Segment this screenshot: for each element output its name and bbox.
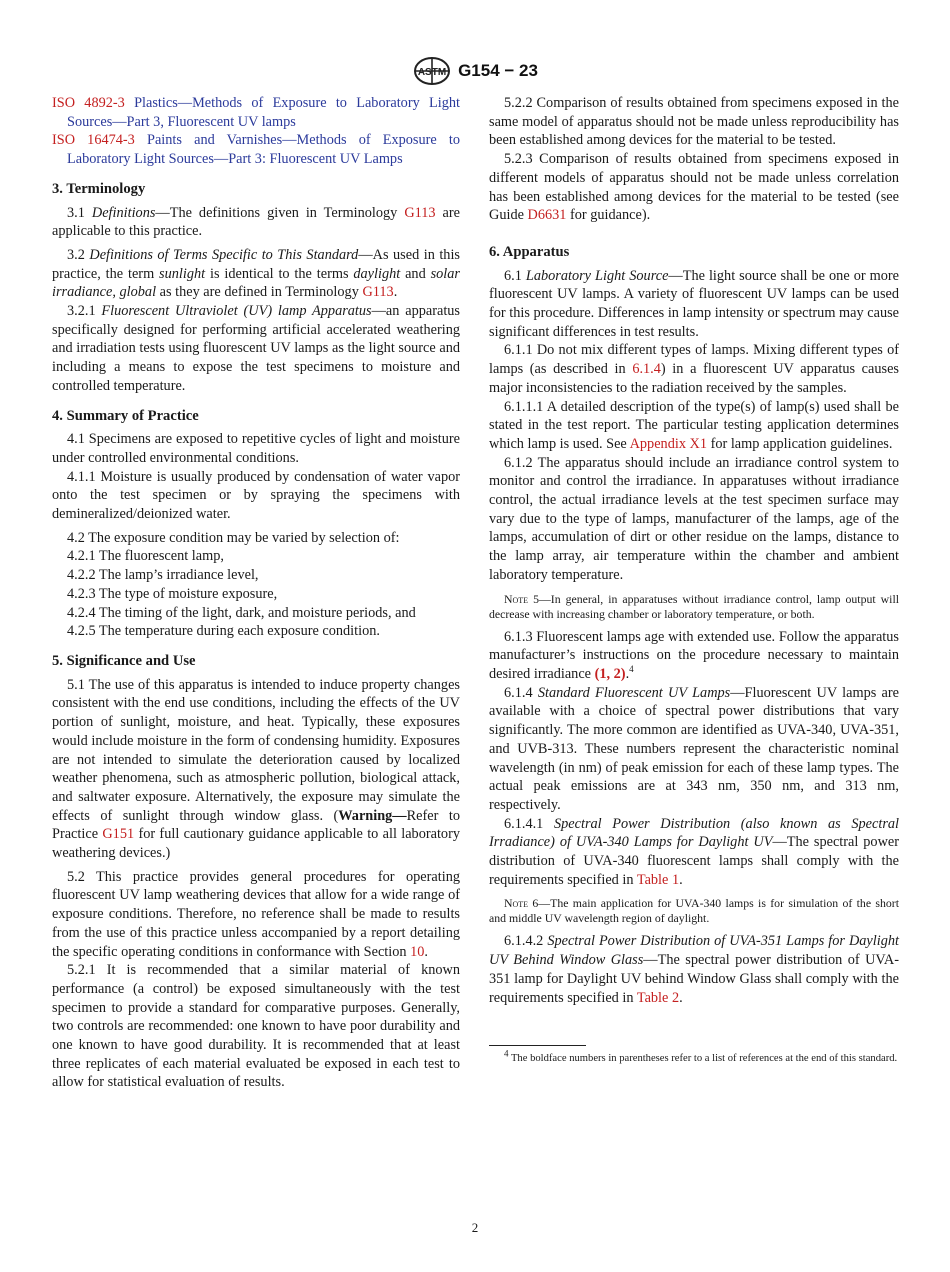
paragraph-6-1-4: 6.1.4 Standard Fluorescent UV Lamps—Fluorescent UV lamps are available with a choice of spectral power distributions that vary significantly. The more common are identified as UVA-340, UVA-351, and UVB-313. These numbers represent the characteristic nominal wavelength (in nm) of peak emission for each of these lamp types. The actual peak emissions are at 343 nm, 350 nm, and 313 nm, respectively. [489, 684, 900, 813]
paragraph-6-1-3: 6.1.3 Fluorescent lamps age with extended use. Follow the apparatus manufacturer’s instructions on the procedure necessary to maintain desired irradiance (1, 2).$^4$ [489, 628, 899, 682]
paragraph-3-1: 3.1 Definitions—The definitions given in Terminology G113 are applicable to this practice. [52, 204, 461, 240]
paragraph-6-1: 6.1 Laboratory Light Source—The light source shall be one or more fluorescent UV lamps. A variety of fluorescent UV lamps can be used for this procedure. Differences in lamp intensity or spectrum may cause significant differences in test results. [489, 267, 899, 340]
note-5: Note 5—In general, in apparatuses without irradiance control, lamp output will decrease with increasing chamber or laboratory temperature, or both. [489, 591, 899, 621]
section-heading-terminology: 3. Terminology [52, 180, 146, 197]
link-table-1[interactable]: Table 1 [636, 871, 680, 888]
paragraph-3-2: 3.2 Definitions of Terms Specific to This Standard—As used in this practice, the term sunlight is identical to the terms daylight and solar irradiance, global as they are defined in Terminology G113. [52, 246, 460, 301]
paragraph-5-2: 5.2 This practice provides general procedures for operating fluorescent UV lamp weathering devices that allow for a wide range of exposure conditions. Therefore, no reference shall be made to results from the use of this practice unless accompanied by a report detailing the specific operating conditions in conformance with Section 10. [52, 868, 460, 960]
reference-code[interactable]: ISO 4892-3 [52, 95, 125, 111]
link-appendix-x1[interactable]: Appendix X1 [629, 435, 708, 452]
footnote: $^4$ The boldface numbers in parentheses refer to a list of references at the end of this standard. [504, 1048, 898, 1065]
section-heading-significance: 5. Significance and Use [52, 652, 196, 669]
paragraph-4-2: 4.2 The exposure condition may be varied by selection of: [67, 529, 400, 546]
astm-logo [412, 56, 452, 86]
paragraph-4-1-1: 4.1.1 Moisture is usually produced by condensation of water vapor onto the test specimen or by spraying the specimens with demineralized/deionized water. [52, 468, 460, 523]
paragraph-4-2-2: 4.2.2 The lamp’s irradiance level, [67, 567, 259, 584]
note-6: Note 6—The main application for UVA-340 lamps is for simulation of the short and middle UV wavelength region of daylight. [489, 896, 899, 926]
paragraph-5-2-2: 5.2.2 Comparison of results obtained from specimens exposed in the same model of apparatus should not be made unless reproducibility has been established among devices for the material to be tested. [489, 95, 899, 149]
reference-title[interactable]: Paints and Varnishes—Methods of Exposure to Laboratory Light Sources—Part 3: Fluorescent UV Lamps [67, 132, 461, 168]
link-d6631[interactable]: D6631 [527, 207, 567, 224]
paragraph-6-1-2: 6.1.2 The apparatus should include an irradiance control system to monitor and control the irradiance. In apparatuses without irradiance control, the actual irradiance levels at the test specimen surface may vary due to the type of lamps, manufacturer of the lamps, age of the lamps, accumulation of dirt or other residue on the lamps, distance to the lamp array, air temperature within the chamber and ambient laboratory temperature. [489, 454, 899, 583]
reference-item [52, 94, 460, 131]
link-table-2[interactable]: Table 2 [636, 989, 680, 1006]
reference-code[interactable]: ISO 16474-3 [52, 132, 135, 149]
link-g151[interactable]: G151 [102, 826, 135, 843]
page-number: 2 [471, 1220, 479, 1235]
section-heading-summary: 4. Summary of Practice [52, 407, 199, 424]
paragraph-4-2-4: 4.2.4 The timing of the light, dark, and moisture periods, and [67, 604, 416, 621]
footnote-marker: 4 [629, 664, 634, 675]
paragraph-4-2-1: 4.2.1 The fluorescent lamp, [67, 548, 224, 565]
left-column [52, 94, 460, 1092]
paragraph-6-1-1-1: 6.1.1.1 A detailed description of the type(s) of lamp(s) used shall be stated in the test report. The particular testing application determines which lamp is used. See Appendix X1 for lamp application guidelines. [489, 398, 899, 452]
reference-title[interactable]: Plastics—Methods of Exposure to Laboratory Light Sources—Part 3, Fluorescent UV lamps [67, 95, 460, 130]
link-section-10[interactable]: 10 [410, 943, 425, 960]
paragraph-6-1-4-2: 6.1.4.2 Spectral Power Distribution of UVA-351 Lamps for Daylight UV Behind Window Glass—The spectral power distribution of UVA-351 lamp for Daylight UV behind Window Glass shall comply with the requirements specified in Table 2. [489, 933, 899, 1006]
paragraph-5-1: 5.1 The use of this apparatus is intended to induce property changes consistent with the end use conditions, including the effects of the UV portion of sunlight, moisture, and heat. Typically, these exposures would include moisture in the form of condensing humidity. Exposures are not intended to simulate the deterioration caused by localized weather phenomena, such as atmospheric pollution, biological attack, and saltwater exposure. Alternatively, the exposure may simulate the effects of sunlight through window glass. (Warning—Refer to Practice G151 for full cautionary guidance applicable to all laboratory weathering devices.) [52, 676, 460, 862]
link-6-1-4[interactable]: 6.1.4 [632, 361, 661, 378]
page-header [0, 56, 950, 86]
link-g113[interactable]: G113 [362, 284, 394, 301]
section-heading-apparatus: 6. Apparatus [489, 243, 570, 260]
link-g113[interactable]: G113 [404, 204, 436, 221]
paragraph-6-1-4-1: 6.1.4.1 Spectral Power Distribution (also known as Spectral Irradiance) of UVA-340 Lamps for Daylight UV—The spectral power distribution of UVA-340 fluorescent lamps shall comply with the requirements specified in Table 1. [489, 815, 900, 888]
reference-item [52, 131, 460, 168]
paragraph-5-2-1: 5.2.1 It is recommended that a similar material of known performance (a control) be exposed simultaneously with the test specimen to provide a standard for comparative purposes. Generally, two controls are recommended: one known to have poor durability and one known to have good durability. It is recommended that at least three replicates of each material evaluated be exposed in each test to allow for statistical evaluation of results. [52, 962, 460, 1091]
paragraph-4-1: 4.1 Specimens are exposed to repetitive cycles of light and moisture under controlled environmental conditions. [52, 431, 460, 466]
footnote-divider [489, 1045, 586, 1046]
reference-citation[interactable]: (1, 2) [594, 665, 626, 682]
paragraph-4-2-5: 4.2.5 The temperature during each exposure condition. [67, 623, 380, 640]
svg-text:ASTM: ASTM [417, 67, 447, 78]
paragraph-6-1-1: 6.1.1 Do not mix different types of lamps. Mixing different types of lamps (as described in 6.1.4) in a fluorescent UV apparatus causes major inconsistencies to the radiation received by the samples. [489, 342, 899, 396]
paragraph-3-2-1: 3.2.1 Fluorescent Ultraviolet (UV) lamp Apparatus—an apparatus specifically designed for performing artificial accelerated weathering and irradiation tests using fluorescent UV lamps as the light source and including a means to expose the test specimens to moisture and controlled temperature. [52, 303, 461, 394]
right-column [489, 94, 899, 1066]
standard-designation: G154 − 23 [458, 61, 538, 80]
paragraph-4-2-3: 4.2.3 The type of moisture exposure, [67, 585, 278, 602]
paragraph-5-2-3: 5.2.3 Comparison of results obtained from specimens exposed in different models of apparatus should not be made unless correlation has been established among devices for the material to be tested (see Guide D6631 for guidance). [489, 151, 899, 224]
